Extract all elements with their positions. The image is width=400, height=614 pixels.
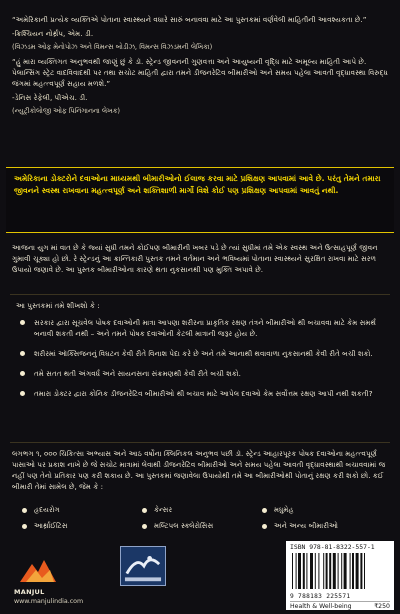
bullet-icon [20,391,25,396]
learn-list [12,317,388,399]
experience-paragraph: લગભગ ૧, ૦૦૦ ચિકિત્સા અભ્યાસ અને આઠ વર્ષોના ક્લિનિકલ અનુભવ પછી ડૉ. સ્ટ્રેન્ડ આહારપૂરક પોષક દવાઓના મહત્ત્વપૂર્ણ પાસાઓ પર પ્રકાશ નાખે છે જે સચોટ માત્રામાં લેવાથી ડીજનરેટિવ બીમારીઓ અને સમય પહેલા આવતી વૃદ્ધાવસ્થાથી બચાવવામાં જ નહીં પણ તેનો પ્રતિકાર પણ કરી શકાય છે. આ પુસ્તકમાં જણાવેલા ઉપાયોથી તમે આ બીમારીઓથી પોતાનું રક્ષણ કરી શકો છો. કઈ બીમારી તેમાં સામેલ છે, જેમ કે : [12,449,386,491]
quote-2-role: (ન્યુટ્રીકોલોજી ઓફ પિનિંગાનના લેખક) [12,107,121,115]
list-item: તમારા ડોક્ટર દ્વારા કોનિક ડીજનરેટિવ બીમારીઓ થી બચાવ માટે આપેલ દવાઓ કેમ સર્વોત્તમ રક્ષણ આપી નથી શકતી? [12,388,388,399]
highlight-statement: અમેરિકાના ડોક્ટરોને દવાઓના માધ્યમથી બીમારીઓનો ઈલાજ કરવા માટે પ્રશિક્ષણ આપવામાં આવે છે. પરંતુ તેમને તમારા જીવનને સ્વસ્થ રાખવાના મહત્ત્વપૂર્ણ અને શક્તિશાળી માર્ગો વિશે કોઈ પણ પ્રશિક્ષણ આપવામાં આવતું નથી. [6,167,394,233]
learn-section [12,300,388,408]
publisher-website[interactable]: www.manjulindia.com [14,598,84,605]
learn-heading: આ પુસ્તકમાં તમે શીખશો કે : [16,301,100,310]
bullet-icon [262,524,267,529]
publisher-logo-icon [18,548,58,592]
barcode-number: 9 788183 225571 [290,593,351,600]
bullet-icon [142,508,147,513]
quote-2-author: -ડેનિસ રેફેલી, પીએચ. ડી. [12,93,88,102]
intro-paragraph: આજના યુગ માં વાત છે કે જ્યાં સુધી તમને કોઈપણ બીમારીની ખબર પડે છે ત્યાં સુધીમાં તમે એક સ્વસ્થ અને ઉત્સાહપૂર્ણ જીવન ગુમાવી ચૂક્યા હો છો. રે સ્ટ્રેન્ડનું આ ક્રાન્તિકારી પુસ્તક તમને વર્તમાન અને ભવિષ્યમાં પોતાના સ્વાસ્થ્યને સુરક્ષિત રાખવા માટે સરળ ઉપાયો જણાવે છે. આ પુસ્તક બીમારીઓના કારણે થતા નુકસાનથી પણ મુક્તિ અપાવે છે. [12,243,378,274]
category-price-line [290,601,390,610]
bullet-icon [22,508,27,513]
quote-1-author: -ક્રિશ્ચિયન નોર્થ્રપ, એમ. ડી. [12,29,94,38]
quote-2: “હું મારા વ્યક્તિગત અનુભવથી જાણું છું કે ડૉ. સ્ટ્રેન્ડ જીવનની ગુણવત્તા અને આયુષ્યની વૃદ્ધિ માટે અમૂલ્ય માહિતી આપે છે. પેલાન્સિંગ સ્ટ્રેટ વાદવિવાદથી પર તથા સચોટ માહિતી દ્વારા તમને ડીજનરેટિવ બીમારીઓ અને સમય પહેલા આવતી વૃદ્ધાવસ્થા વિરુદ્ધ જંગમાં મહત્ત્વપૂર્ણ સહાય મળશે.” [12,57,388,88]
barcode-icon [290,553,390,589]
bullet-icon [142,524,147,529]
list-item: અને અન્ય બીમારીઓ [262,521,338,531]
list-item: આર્થ્રાઈટિસ [22,521,68,531]
list-item: હૃદયરોગ [22,505,60,515]
list-item: કેન્સર [142,505,172,515]
list-item: મલ્ટિપલ સ્ક્લેરોસિસ [142,521,213,531]
divider [10,294,390,295]
bullet-icon [22,524,27,529]
isbn-text: ISBN 978-81-8322-557-1 [290,543,375,551]
list-item: મધુમેહ [262,505,294,515]
quote-1-role: (વિઝડમ ઓફ મેનોપોઝ અને વિમન્સ બોડીઝ, વિમન્સ વિઝડમની લેખિકા) [12,43,213,51]
endorsement-quotes [12,14,388,120]
publisher-name: MANJUL [14,588,45,596]
barcode-label [286,541,394,610]
list-item: શરીરમાં ઑક્સિજનનું વિઘટન કેવી રીતે વિનાશ પેદા કરે છે અને તમે આનાથી થવાવાળા નુકસાનથી કેવી રીતે બચી શકો. [12,348,388,359]
bullet-icon [20,371,25,376]
bullet-icon [20,351,25,356]
list-item: તમે સતત થતી અંગવર્ધ અને સાયનસના સંક્રમણથી કેવી રીતે બચી શકો. [12,368,388,379]
list-item: સરકાર દ્વારા સૂચવેલ પોષક દવાઓની માત્રા આપણા શરીરના પ્રાકૃતિક રક્ષણ તંત્રને બીમારીઓ થી બચાવવા માટે કેમ સમર્થ બનાવી શકતી નથી – અને તમને પોષક દવાઓની કેટલી માત્રાની જરૂર હોય છે. [12,317,388,339]
bullet-icon [20,320,25,325]
divider [10,442,390,443]
category-label: Health & Well-being [290,603,352,610]
quote-1: “અમેરિકાની પ્રત્યેક વ્યક્તિએ પોતાના સ્વાસ્થ્યને વધારે સારું બનાવવા માટે આ પુસ્તકમાં વર્ણવેલી માહિતીની આવશ્યકતા છે.” [12,15,367,24]
imprint-logo-icon [120,546,166,586]
price-label: ₹250 [374,603,390,610]
bullet-icon [262,508,267,513]
